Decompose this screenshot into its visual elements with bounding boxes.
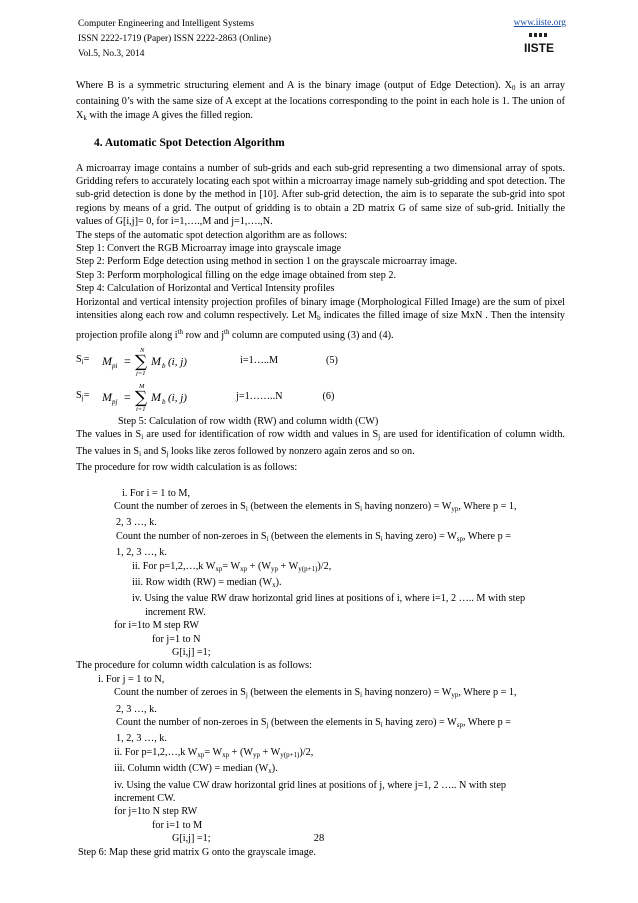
svg-text:j=1: j=1 (136, 369, 146, 376)
equation-6-formula (102, 382, 222, 412)
equation-5: $S_i=$ M pi = ∑ N j=1 M b (i, j) i=1…..M (5) (76, 346, 338, 376)
svg-text:M: M (151, 353, 161, 368)
row-step-iv: iv. Using the value RW draw horizontal grid lines at positions of i, where i=1, 2 ….. M with step (132, 593, 526, 605)
row-step-i: i. For i = 1 to M, (122, 487, 191, 499)
iiste-logo (520, 33, 558, 55)
col-count-nonzeroes: Count the number of non-zeroes in $S_j$ (between the elements in $S_i$ having zero) = $W_{sp}$, Where p = (116, 717, 511, 730)
row-loop-1: for i=1to M step RW (114, 620, 199, 632)
row-count-zeroes: Count the number of zeroes in $S_i$ (between the elements in $S_i$ having nonzero) = $W_{yp}$, Where p = 1, (114, 500, 517, 513)
row-count-nonzeroes: Count the number of non-zeroes in $S_i$ (between the elements in $S_i$ having zero) = $W_{sp}$, Where p = (116, 530, 511, 543)
row-step-iv-cont: increment RW. (145, 606, 206, 618)
svg-text:pj: pj (112, 397, 118, 406)
paragraph-filling: Where B is a symmetric structuring element and A is the binary image (output of Edge Detection). $X_0$ is an array containing 0’s with the same size of A except at the locations corresponding to the point in each hole is 1. The union of $X_k$ with the image A gives the filled region. (76, 80, 565, 122)
logo-text: IISTE (523, 41, 555, 55)
svg-text:pi: pi (112, 361, 118, 370)
paragraph-gridding: A microarray image contains a number of sub-grids and each sub-grid representing a two dimensional array of spots. Gridding refers to accurately locating each spot within a microarray image namely sub-gridding and spot detection. The sub-grid detection is done by the method in [10]. After sub-grid detection, the aim is to separate the sub-grid into spot regions by means of a grid. The output of gridding is to obtain a 2D matrix G of same size of sub-grid. Initially the values of G[i,j]= 0, for i=1,….,M and j=1,….,N. (76, 162, 565, 228)
svg-text:M: M (102, 353, 112, 368)
step-6: Step 6: Map these grid matrix G onto the grayscale image. (78, 846, 316, 858)
row-procedure-intro: The procedure for row width calculation is as follows: (76, 462, 298, 474)
issn-line: ISSN 2222-1719 (Paper) ISSN 2222-2863 (Online) (78, 34, 271, 44)
journal-name: Computer Engineering and Intelligent Systems (78, 19, 255, 29)
col-loop-3: G[i,j] =1; (172, 833, 211, 845)
equation-6: $S_j=$ M pj = ∑ M i=1 M b (i, j) j=1……..N (6) (76, 382, 335, 412)
volume-line: Vol.5, No.3, 2014 (78, 49, 145, 59)
journal-url-link[interactable]: www.iiste.org (513, 18, 566, 28)
svg-text:∑: ∑ (135, 387, 148, 408)
col-count-zeroes: Count the number of zeroes in $S_j$ (between the elements in $S_i$ having nonzero) = $W_{yp}$, Where p = 1, (114, 687, 517, 700)
row-step-iii: iii. Row width (RW) = median $(W_x)$. (132, 576, 282, 589)
svg-text:M: M (151, 389, 161, 404)
column-procedure-intro: The procedure for column width calculation is as follows: (76, 660, 312, 672)
step-2: Step 2: Perform Edge detection using method in section 1 on the grayscale microarray image. (76, 256, 458, 268)
steps-intro: The steps of the automatic spot detection algorithm are as follows: (76, 229, 348, 241)
equation-5-formula (102, 346, 222, 376)
svg-text:=: = (124, 353, 131, 368)
row-count-nonzeroes-cont: 1, 2, 3 …, k. (116, 547, 167, 559)
svg-text:M: M (102, 389, 112, 404)
svg-text:b: b (162, 361, 166, 370)
svg-text:i=1: i=1 (136, 405, 146, 412)
paragraph-widths: The values in $S_i$ are used for identification of row width and values in $S_j$ are used for identification of column width. The values in $S_i$ and $S_j$ looks like zeros followed by nonzero again zeros and so on. (76, 429, 565, 458)
row-count-zeroes-cont: 2, 3 …, k. (116, 517, 157, 529)
step-4: Step 4: Calculation of Horizontal and Vertical Intensity profiles (76, 283, 335, 295)
svg-text:∑: ∑ (135, 351, 148, 372)
row-loop-2: for j=1 to N (152, 633, 201, 645)
col-loop-2: for i=1 to M (152, 819, 203, 831)
col-step-iii: iii. Column width (CW) = median $(W_x)$. (114, 763, 278, 776)
col-step-iv-cont: increment CW. (114, 793, 176, 805)
step-5: Step 5: Calculation of row width (RW) and column width (CW) (118, 415, 379, 427)
col-count-zeroes-cont: 2, 3 …, k. (116, 703, 157, 715)
svg-text:=: = (124, 389, 131, 404)
svg-text:N: N (140, 346, 145, 354)
col-count-nonzeroes-cont: 1, 2, 3 …, k. (116, 733, 167, 745)
svg-text:(i, j): (i, j) (168, 391, 187, 404)
page-body (76, 79, 565, 859)
section-heading: 4. Automatic Spot Detection Algorithm (94, 137, 285, 150)
paragraph-projection: Horizontal and vertical intensity projection profiles of binary image (Morphological Filled Image) are the sum of pixel intensities along each row and column respectively. Let $M_b$ indicates the filled image of size MxN . Then the intensity projection profile along $i^{th}$ row and $j^{th}$ column are computed using (3) and (4). (76, 296, 565, 341)
svg-text:b: b (162, 397, 166, 406)
step-3: Step 3: Perform morphological filling on the edge image obtained from step 2. (76, 269, 396, 281)
col-loop-1: for j=1to N step RW (114, 806, 198, 818)
page-number: 28 (313, 833, 325, 844)
svg-text:M: M (139, 382, 145, 390)
col-step-i: i. For j = 1 to N, (98, 673, 165, 685)
col-step-iv: iv. Using the value CW draw horizontal grid lines at positions of j, where j=1, 2 ….. N with step (114, 779, 506, 791)
row-step-ii: ii. For p=1,2,…,k $W_{xp}= W_{xp} + (W_{yp} + W_{y(p+1)})/2$, (132, 560, 332, 573)
step-1: Step 1: Convert the RGB Microarray image into grayscale image (76, 243, 342, 255)
row-loop-3: G[i,j] =1; (172, 647, 211, 658)
svg-text:(i, j): (i, j) (168, 355, 187, 368)
col-step-ii: ii. For p=1,2,…,k $W_{xp}= W_{xp} + (W_{yp} + W_{y(p+1)})/2$, (114, 746, 314, 759)
